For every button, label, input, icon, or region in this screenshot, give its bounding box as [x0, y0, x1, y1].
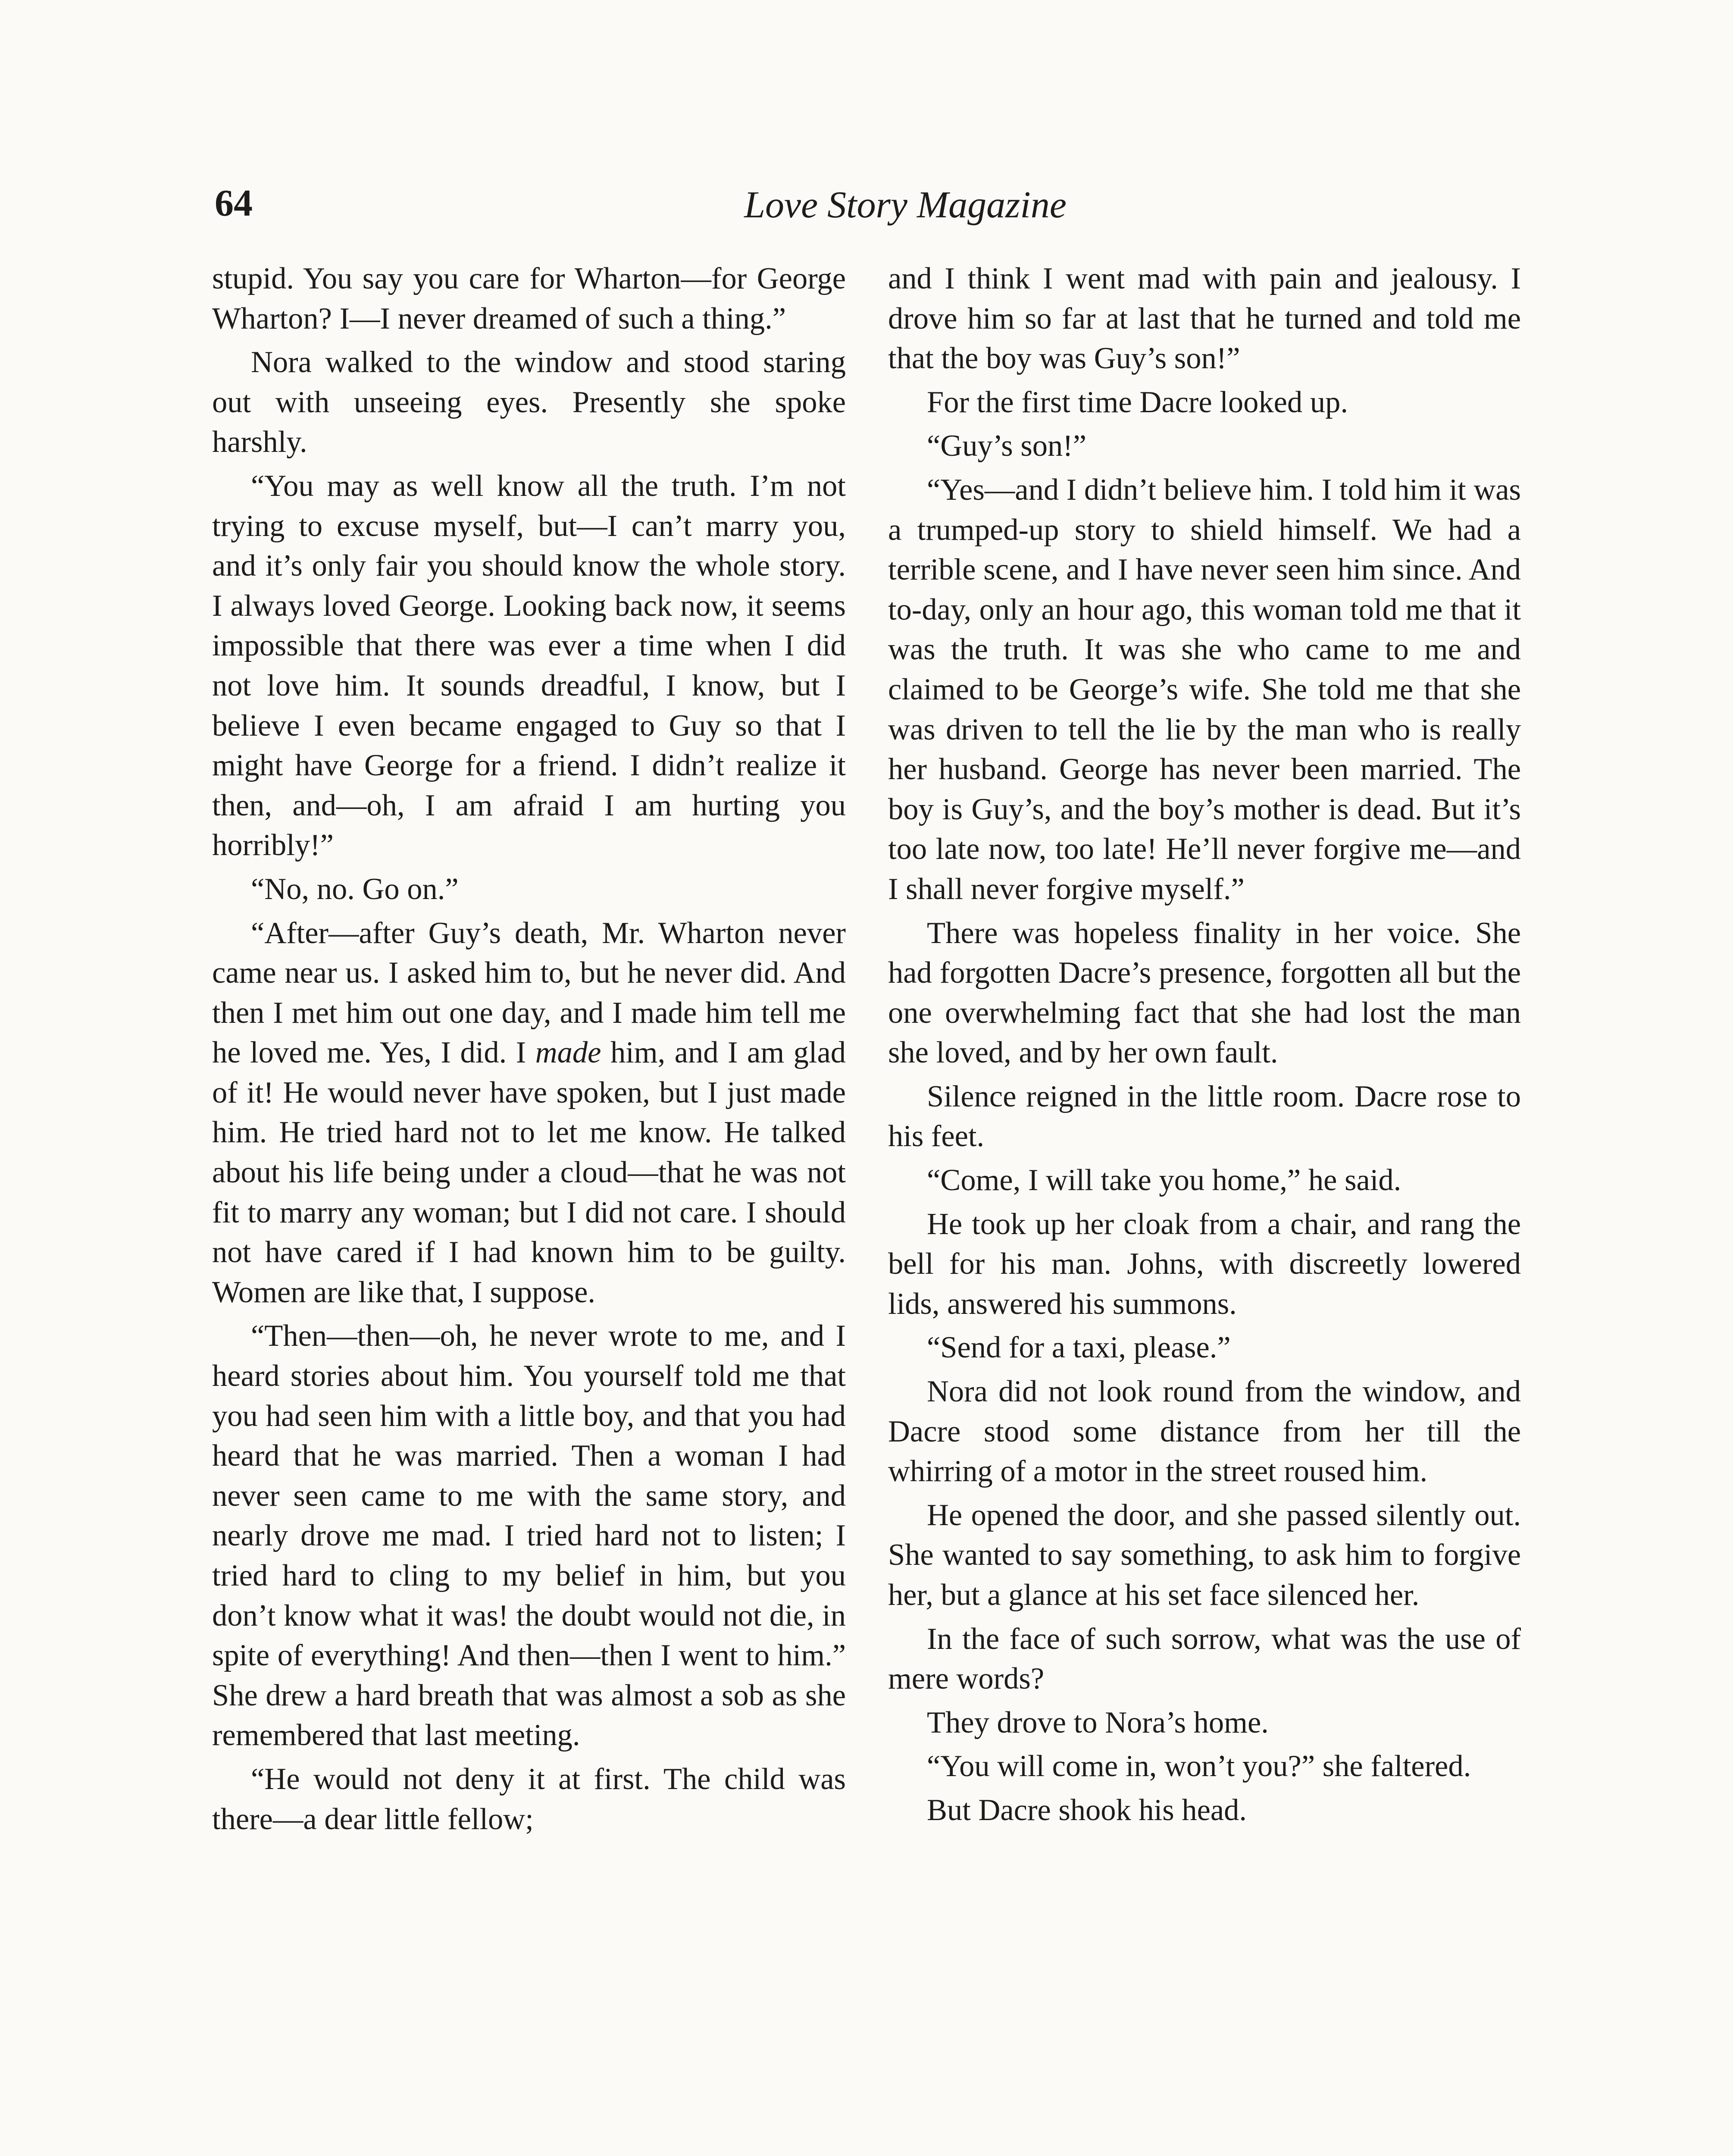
- paragraph: Nora did not look round from the window, and Dacre stood some distance from her till the whirring of a motor in the street roused him.: [888, 1375, 1521, 1489]
- paragraph: Silence reigned in the little room. Dacre rose to his feet.: [888, 1079, 1521, 1153]
- paragraph: “You may as well know all the truth. I’m not trying to excuse myself, but—I can’t marry you, and it’s only fair you should know the whole story. I always loved George. Looking back now, it seems impossible that there was ever a time when I did not love him. It sounds dreadful, I know, but I believe I even became engaged to Guy so that I might have George for a friend. I didn’t realize it then, and—oh, I am afraid I am hurting you horribly!”: [212, 469, 846, 862]
- right-column: [888, 259, 1521, 1834]
- paragraph: “No, no. Go on.”: [251, 872, 459, 906]
- paragraph: [212, 913, 846, 1313]
- italic-emphasis: made: [535, 1036, 601, 1070]
- paragraph: He opened the door, and she passed silently out. She wanted to say something, to ask him to forgive her, but a glance at his set face silenced her.: [888, 1498, 1521, 1612]
- paragraph: They drove to Nora’s home.: [927, 1705, 1269, 1739]
- paragraph: He took up her cloak from a chair, and rang the bell for his man. Johns, with discreetly lowered lids, answered his summons.: [888, 1207, 1521, 1321]
- paragraph: “Come, I will take you home,” he said.: [927, 1163, 1401, 1197]
- paragraph: For the first time Dacre looked up.: [927, 385, 1348, 419]
- paragraph: “You will come in, won’t you?” she faltered.: [927, 1749, 1471, 1783]
- paragraph: In the face of such sorrow, what was the use of mere words?: [888, 1622, 1521, 1696]
- paragraph: “Yes—and I didn’t believe him. I told him it was a trumped-up story to shield himself. We had a terrible scene, and I have never seen him since. And to-day, only an hour ago, this woman told me that it was the truth. It was she who came to me and claimed to be George’s wife. She told me that she was driven to tell the lie by the man who is really her husband. George has never been married. The boy is Guy’s, and the boy’s mother is dead. But it’s too late now, too late! He’ll never forgive me—and I shall never forgive myself.”: [888, 473, 1521, 906]
- paragraph: Nora walked to the window and stood staring out with unseeing eyes. Presently she spoke harshly.: [212, 345, 846, 459]
- paragraph: “He would not deny it at first. The child was there—a dear little fellow;: [212, 1762, 846, 1836]
- paragraph: “Then—then—oh, he never wrote to me, and I heard stories about him. You yourself told me that you had seen him with a little boy, and that you had heard that he was married. Then a woman I had never seen came to me with the same story, and nearly drove me mad. I tried hard not to listen; I tried hard to cling to my belief in him, but you don’t know what it was! the doubt would not die, in spite of everything! And then—then I went to him.” She drew a hard breath that was almost a sob as she remembered that last meeting.: [212, 1319, 846, 1752]
- text-run: him, and I am glad of it! He would never have spoken, but I just made him. He tried hard not to let me know. He talked about his life being under a cloud—that he was not fit to marry any woman; but I did not care. I should not have cared if I had known him to be guilty. Women are like that, I suppose.: [212, 1036, 846, 1309]
- left-column: [212, 259, 846, 1843]
- paragraph: “Send for a taxi, please.”: [927, 1331, 1231, 1365]
- paragraph: But Dacre shook his head.: [927, 1793, 1247, 1827]
- page-number: 64: [215, 182, 253, 224]
- running-head: Love Story Magazine: [744, 184, 1067, 226]
- paragraph: stupid. You say you care for Wharton—for George Wharton? I—I never dreamed of such a thing.”: [212, 262, 846, 335]
- paragraph: and I think I went mad with pain and jealousy. I drove him so far at last that he turned and told me that the boy was Guy’s son!”: [888, 262, 1521, 376]
- paragraph: “Guy’s son!”: [927, 429, 1087, 463]
- text-run: “After—after Guy’s death, Mr. Wharton never came near us. I asked him to, but he never did. And then I met him out one day, and I made him tell me he loved me. Yes, I did. I: [212, 916, 846, 1070]
- paragraph: There was hopeless finality in her voice. She had forgotten Dacre’s presence, forgotten all but the one overwhelming fact that she had lost the man she loved, and by her own fault.: [888, 916, 1521, 1070]
